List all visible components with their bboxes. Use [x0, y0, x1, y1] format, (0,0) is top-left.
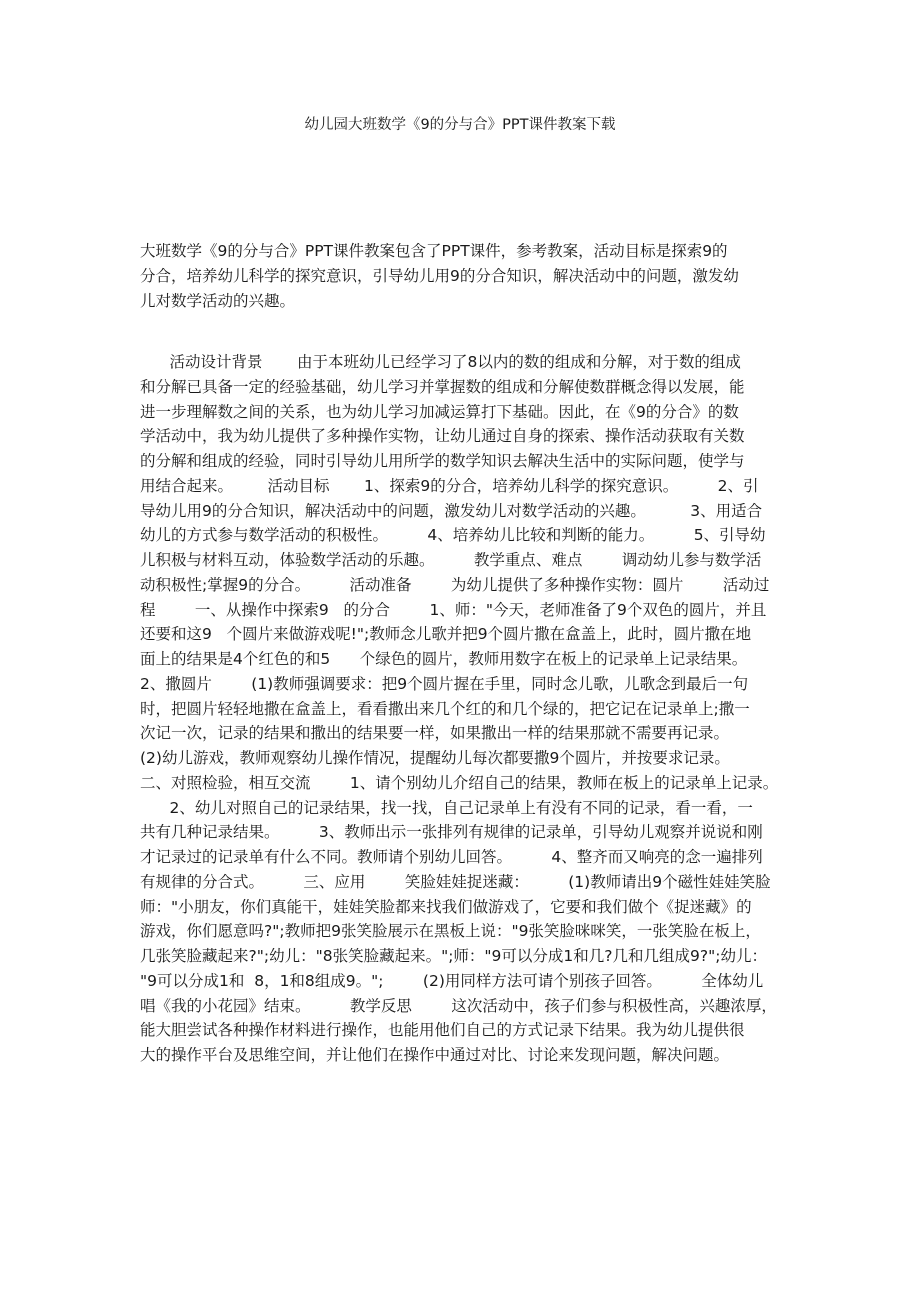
text-line: 用结合起来。 活动目标 1、探索9的分合，培养幼儿科学的探究意识。 2、引 [140, 476, 759, 495]
document-title: 幼儿园大班数学《9的分与合》PPT课件教案下载 [304, 117, 616, 133]
text-line: 几张笑脸藏起来?";幼儿："8张笑脸藏起来。";师："9可以分成1和几?几和几组成9?";幼儿： [140, 947, 767, 965]
text-line: 进一步理解数之间的关系，也为幼儿学习加减运算打下基础。因此，在《9的分合》的数 [140, 402, 739, 421]
text-line: 程 一、从操作中探索9 的分合 1、师："今天，老师准备了9个双色的圆片，并且 [140, 600, 767, 619]
text-line: 大的操作平台及思维空间，并让他们在操作中通过对比、讨论来发现问题，解决问题。 [140, 1046, 730, 1064]
text-line: 面上的结果是4个红色的和5 个绿色的圆片，教师用数字在板上的记录单上记录结果。 [140, 650, 748, 668]
text-line: 的分解和组成的经验，同时引导幼儿用所学的数学知识去解决生活中的实际问题，使学与 [140, 452, 745, 470]
text-line: (2)幼儿游戏，教师观察幼儿操作情况，提醒幼儿每次都要撒9个圆片，并按要求记录。 [140, 749, 730, 767]
text-line: 共有几种记录结果。 3、教师出示一张排列有规律的记录单，引导幼儿观察并说说和刚 [140, 823, 763, 842]
text-line: 2、幼儿对照自己的记录结果，找一找，自己记录单上有没有不同的记录，看一看，一 [140, 798, 753, 817]
text-line: 二、对照检验，相互交流 1、请个别幼儿介绍自己的结果，教师在板上的记录单上记录。 [140, 773, 779, 792]
text-line: 能大胆尝试各种操作材料进行操作，也能用他们自己的方式记录下结果。我为幼儿提供很 [140, 1021, 745, 1040]
text-line: 还要和这9 个圆片来做游戏呢!";教师念儿歌并把9个圆片撒在盒盖上，此时，圆片撒在地 [140, 625, 752, 644]
text-line: 儿对数学活动的兴趣。 [140, 291, 296, 310]
text-line: 有规律的分合式。 三、应用 笑脸娃娃捉迷藏： (1)教师请出9个磁性娃娃笑脸 [140, 872, 771, 891]
text-line: 动积极性;掌握9的分合。 活动准备 为幼儿提供了多种操作实物：圆片 活动过 [140, 575, 770, 594]
text-line: "9可以分成1和 8，1和8组成9。"; (2)用同样方法可请个别孩子回答。 全体幼儿 [140, 971, 764, 990]
text-line: 活动设计背景 由于本班幼儿已经学习了8以内的数的组成和分解，对于数的组成 [140, 353, 741, 371]
text-line: 儿积极与材料互动，体验数学活动的乐趣。 教学重点、难点 调动幼儿参与数学活 [140, 551, 762, 569]
text-line: 次记一次，记录的结果和撒出的结果要一样，如果撒出一样的结果那就不需要再记录。 [140, 724, 730, 743]
text-line: 唱《我的小花园》结束。 教学反思 这次活动中，孩子们参与积极性高，兴趣浓厚， [140, 996, 777, 1015]
text-line: 导幼儿用9的分合知识，解决活动中的问题，激发幼儿对数学活动的兴趣。 3、用适合 [140, 501, 763, 520]
text-line: 幼儿的方式参与数学活动的积极性。 4、培养幼儿比较和判断的能力。 5、引导幼 [140, 526, 766, 545]
text-line: 才记录过的记录单有什么不同。教师请个别幼儿回答。 4、整齐而又响亮的念一遍排列 [140, 848, 763, 866]
text-line: 分合，培养幼儿科学的探究意识，引导幼儿用9的分合知识，解决活动中的问题，激发幼 [140, 266, 739, 285]
text-line: 时，把圆片轻轻地撒在盒盖上，看看撒出来几个红的和几个绿的，把它记在记录单上;撒一 [140, 699, 750, 718]
text-line: 和分解已具备一定的经验基础，幼儿学习并掌握数的组成和分解使数群概念得以发展，能 [140, 377, 745, 396]
text-line: 学活动中，我为幼儿提供了多种操作实物，让幼儿通过自身的探索、操作活动获取有关数 [140, 427, 745, 446]
text-line: 师："小朋友，你们真能干，娃娃笑脸都来找我们做游戏了，它要和我们做个《捉迷藏》的 [140, 897, 752, 916]
text-line: 游戏，你们愿意吗?";教师把9张笑脸展示在黑板上说："9张笑脸咪咪笑，一张笑脸在板上， [140, 922, 761, 941]
text-line: 大班数学《9的分与合》PPT课件教案包含了PPT课件，参考教案，活动目标是探索9的 [140, 242, 728, 260]
text-line: 2、撒圆片 (1)教师强调要求：把9个圆片握在手里，同时念儿歌，儿歌念到最后一句 [140, 674, 749, 693]
intro-paragraph [140, 239, 800, 313]
body-paragraph [140, 350, 800, 1068]
